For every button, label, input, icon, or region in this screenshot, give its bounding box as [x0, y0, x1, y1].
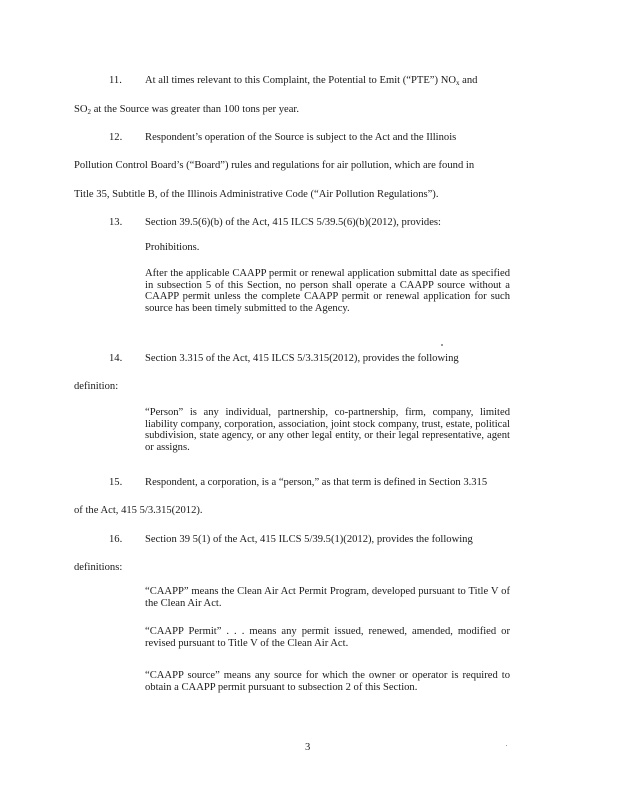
paragraph-15-line-1: Respondent, a corporation, is a “person,” as that term is defined in Section 3.315 [145, 477, 488, 488]
paragraph-15-number: 15. [109, 477, 123, 488]
paragraph-11-line-2: $SO_2$ at the Source was greater than 100 tons per year. [74, 104, 300, 116]
speck-mark [506, 745, 507, 746]
paragraph-14-number: 14. [109, 353, 123, 364]
paragraph-13-line-1: Section 39.5(6)(b) of the Act, 415 ILCS 5/39.5(6)(b)(2012), provides: [145, 217, 441, 228]
paragraph-16-quote-caapp-permit: “CAAPP Permit” . . . means any permit issued, renewed, amended, modified or revised pursuant to Title V of the Clean Air Act. [145, 626, 510, 649]
paragraph-14-quote: “Person” is any individual, partnership, co-partnership, firm, company, limited liability company, corporation, association, joint stock company, trust, estate, political subdivision, state agency, or any other legal entity, or their legal representative, agent or assigns. [145, 407, 510, 453]
paragraph-13-quote: After the applicable CAAPP permit or renewal application submittal date as specified in subsection 5 of this Section, no person shall operate a CAAPP source without a CAAPP permit unless the complete CAAPP permit or renewal application for such source has been timely submitted to the Agency. [145, 268, 510, 314]
page-number: 3 [305, 742, 311, 753]
paragraph-13-quote-heading: Prohibitions. [145, 242, 200, 253]
paragraph-12-number: 12. [109, 132, 123, 143]
paragraph-16-quote-caapp-source: “CAAPP source” means any source for which the owner or operator is required to obtain a CAAPP permit pursuant to subsection 2 of this Section. [145, 670, 510, 693]
paragraph-16-number: 16. [109, 534, 123, 545]
paragraph-16-line-2: definitions: [74, 562, 123, 573]
paragraph-12-line-1: Respondent’s operation of the Source is subject to the Act and the Illinois [145, 132, 457, 143]
paragraph-14-line-1: Section 3.315 of the Act, 415 ILCS 5/3.315(2012), provides the following [145, 353, 459, 364]
paragraph-14-line-2: definition: [74, 381, 119, 392]
paragraph-11-number: 11. [109, 75, 122, 86]
paragraph-16-line-1: Section 39 5(1) of the Act, 415 ILCS 5/39.5(1)(2012), provides the following [145, 534, 473, 545]
paragraph-16-quote-caapp: “CAAPP” means the Clean Air Act Permit Program, developed pursuant to Title V of the Clean Air Act. [145, 586, 510, 609]
paragraph-15-line-2: of the Act, 415 5/3.315(2012). [74, 505, 203, 516]
paragraph-12-line-2: Pollution Control Board’s (“Board”) rules and regulations for air pollution, which are found in [74, 160, 475, 171]
paragraph-12-line-3: Title 35, Subtitle B, of the Illinois Administrative Code (“Air Pollution Regulations”). [74, 189, 439, 200]
speck-mark [441, 344, 443, 346]
paragraph-11-line-1: At all times relevant to this Complaint, the Potential to Emit (“PTE”) $NO_x$ and [145, 75, 478, 87]
paragraph-13-number: 13. [109, 217, 123, 228]
